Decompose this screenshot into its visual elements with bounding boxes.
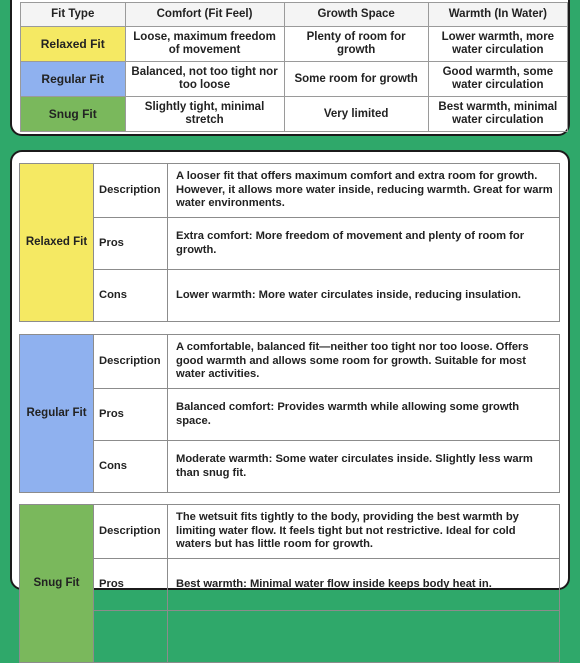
warmth-cell: Lower warmth, more water circulation <box>428 27 567 62</box>
detail-row-cons <box>20 441 560 493</box>
detail-fit-label-relaxed: Relaxed Fit <box>20 164 94 322</box>
comparison-row-relaxed <box>21 27 568 62</box>
header-comfort: Comfort (Fit Feel) <box>125 3 284 27</box>
comfort-cell: Loose, maximum freedom of movement <box>125 27 284 62</box>
aspect-label-pros: Pros <box>94 218 168 270</box>
fit-label-snug: Snug Fit <box>21 97 126 132</box>
warmth-cell: Best warmth, minimal water circulation <box>428 97 567 132</box>
detail-row-cons <box>20 270 560 322</box>
comparison-header-row <box>21 3 568 27</box>
aspect-text-pros: Best warmth: Minimal water flow inside keeps body heat in. <box>168 559 560 611</box>
detail-row-pros <box>20 559 560 611</box>
details-card <box>10 150 570 590</box>
header-growth: Growth Space <box>284 3 428 27</box>
detail-fit-label-snug: Snug Fit <box>20 505 94 663</box>
detail-row-description <box>20 164 560 218</box>
aspect-label-cons: Cons <box>94 270 168 322</box>
aspect-label-pros: Pros <box>94 389 168 441</box>
detail-table-relaxed <box>19 163 560 322</box>
comparison-card <box>10 0 570 136</box>
detail-row-pros <box>20 389 560 441</box>
warmth-cell: Good warmth, some water circulation <box>428 62 567 97</box>
aspect-text-description: A comfortable, balanced fit—neither too tight nor too loose. Offers good warmth and allows some room for growth. Suitable for most water activities. <box>168 335 560 389</box>
header-fit-type: Fit Type <box>21 3 126 27</box>
aspect-label-description: Description <box>94 335 168 389</box>
comparison-row-snug <box>21 97 568 132</box>
aspect-text-cons: Moderate warmth: Some water circulates inside. Slightly less warm than snug fit. <box>168 441 560 493</box>
comfort-cell: Slightly tight, minimal stretch <box>125 97 284 132</box>
comparison-row-regular <box>21 62 568 97</box>
detail-row-pros <box>20 218 560 270</box>
aspect-label-cons: Cons <box>94 441 168 493</box>
detail-row-description <box>20 505 560 559</box>
aspect-label-description: Description <box>94 164 168 218</box>
aspect-text-cons: Lower warmth: More water circulates inside, reducing insulation. <box>168 270 560 322</box>
aspect-label-cons <box>94 611 168 663</box>
comparison-table <box>20 2 568 132</box>
fit-label-regular: Regular Fit <box>21 62 126 97</box>
aspect-text-description: The wetsuit fits tightly to the body, providing the best warmth by limiting water flow. It feels tight but not restrictive. Ideal for cold waters but has little room for growth. <box>168 505 560 559</box>
detail-row-cons <box>20 611 560 663</box>
detail-fit-label-regular: Regular Fit <box>20 335 94 493</box>
growth-cell: Very limited <box>284 97 428 132</box>
aspect-label-pros: Pros <box>94 559 168 611</box>
growth-cell: Some room for growth <box>284 62 428 97</box>
aspect-label-description: Description <box>94 505 168 559</box>
growth-cell: Plenty of room for growth <box>284 27 428 62</box>
detail-table-regular <box>19 334 560 493</box>
aspect-text-cons <box>168 611 560 663</box>
fit-label-relaxed: Relaxed Fit <box>21 27 126 62</box>
aspect-text-pros: Extra comfort: More freedom of movement and plenty of room for growth. <box>168 218 560 270</box>
detail-table-snug <box>19 504 560 663</box>
aspect-text-pros: Balanced comfort: Provides warmth while allowing some growth space. <box>168 389 560 441</box>
aspect-text-description: A looser fit that offers maximum comfort and extra room for growth. However, it allows more water inside, reducing warmth. Great for warm water environments. <box>168 164 560 218</box>
header-warmth: Warmth (In Water) <box>428 3 567 27</box>
detail-row-description <box>20 335 560 389</box>
comfort-cell: Balanced, not too tight nor too loose <box>125 62 284 97</box>
